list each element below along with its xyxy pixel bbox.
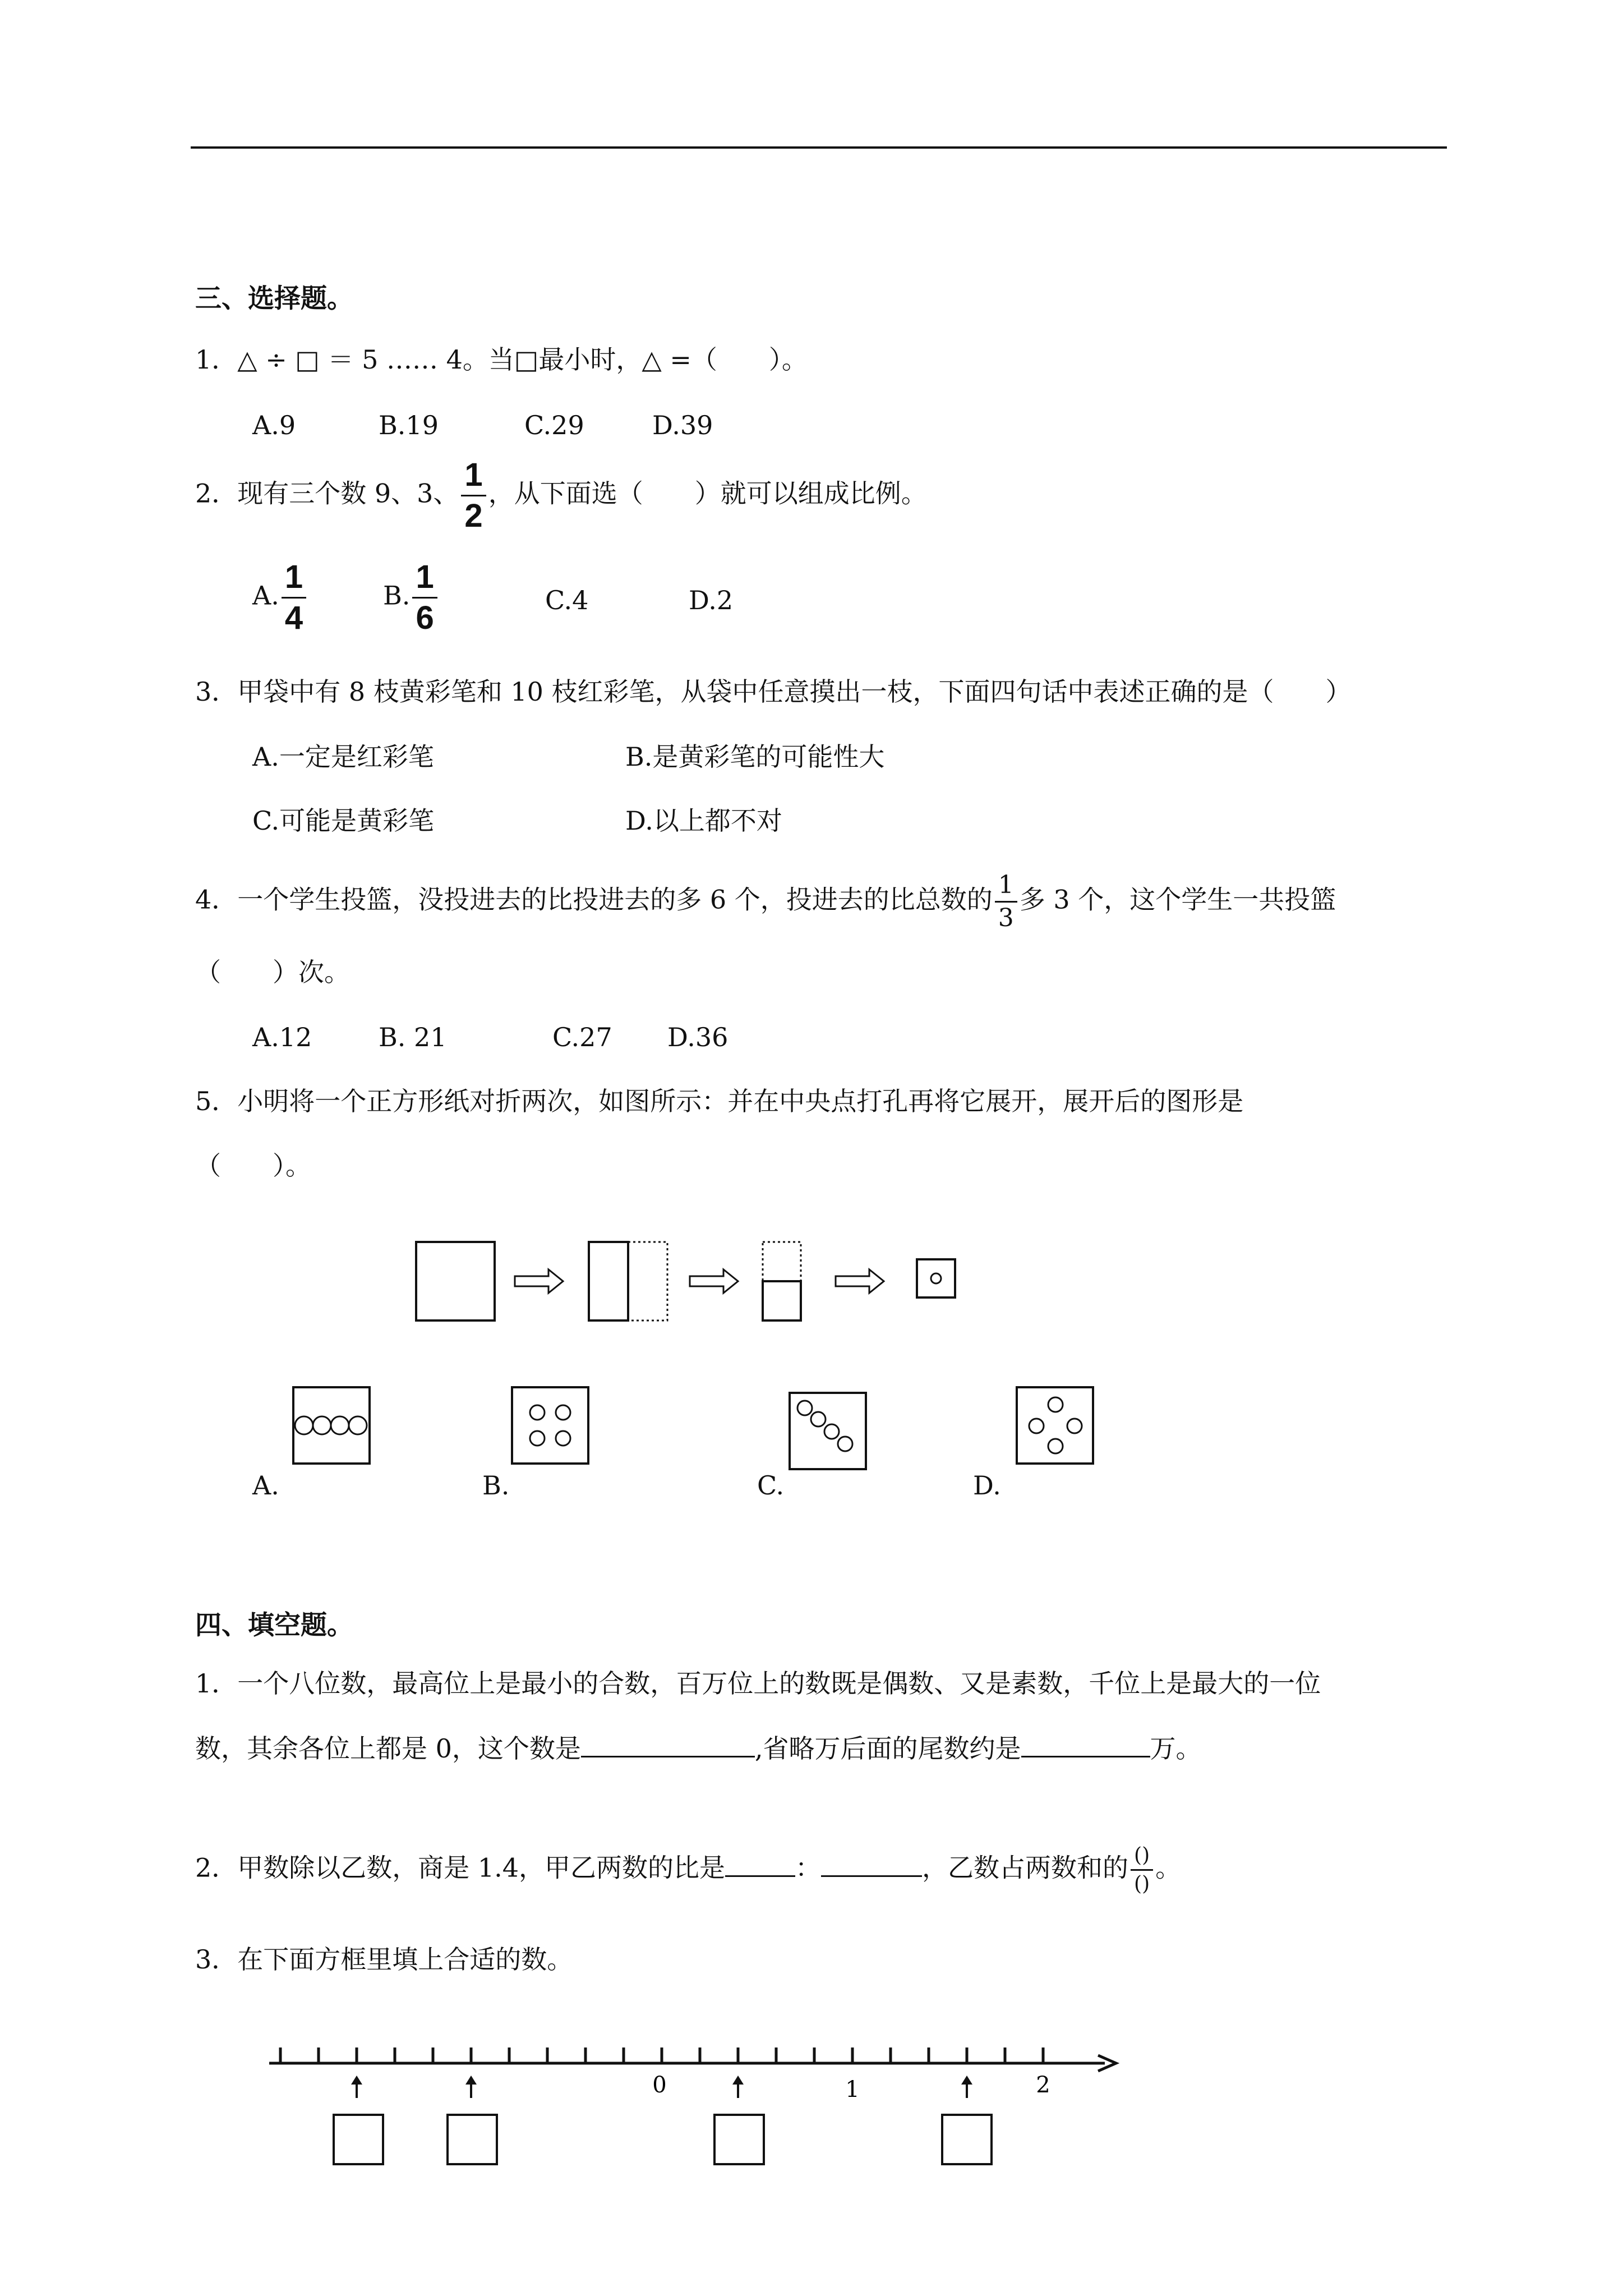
q2-option-b-fraction (412, 561, 437, 634)
q2-frac-den: 2 (461, 495, 486, 532)
s4-q1-line1: 1．一个八位数，最高位上是最小的合数，百万位上的数既是偶数、又是素数，千位上是最大的一位 (195, 1668, 1321, 1699)
q5-option-b-label: B. (482, 1470, 510, 1501)
q5-option-a-label: A. (252, 1470, 279, 1501)
q5-option-d-label: D. (973, 1470, 1001, 1501)
q1-option-b: B.19 (379, 410, 439, 440)
answer-box-1[interactable] (334, 2115, 383, 2164)
s4-q1-part-b: ,省略万后面的尾数约是 (754, 1733, 1021, 1764)
section4-title: 四、填空题。 (195, 1610, 353, 1641)
s4-q2-blank-right[interactable] (821, 1853, 922, 1877)
tick-label-2: 2 (1036, 2072, 1050, 2098)
s4-q3-text: 3．在下面方框里填上合适的数。 (195, 1944, 573, 1975)
s4-q1-blank-number[interactable] (581, 1733, 755, 1757)
square-paper-shape (416, 1242, 495, 1320)
q4-line2: （ ）次。 (195, 957, 350, 987)
q4-option-b: B. 21 (379, 1022, 447, 1052)
arrow-right-icon (836, 1269, 884, 1293)
number-line-figure (264, 2019, 1127, 2182)
s4-q2-prefix: 2．甲数除以乙数，商是 1.4，甲乙两数的比是 (195, 1852, 726, 1883)
s4-q2-suffix: 。 (1155, 1852, 1182, 1883)
q2-option-a-num: 1 (284, 559, 303, 595)
q4-suffix: 多 3 个，这个学生一共投篮 (1019, 884, 1336, 915)
option-b-figure (510, 1386, 592, 1467)
folding-diagram (409, 1228, 965, 1329)
q2-option-a-label: A. (252, 580, 279, 611)
s4-q2-frac-num[interactable]: () (1134, 1844, 1150, 1867)
q4-prefix: 4．一个学生投篮，没投进去的比投进去的多 6 个，投进去的比总数的 (195, 884, 993, 915)
q3-text: 3．甲袋中有 8 枝黄彩笔和 10 枝红彩笔，从袋中任意摸出一枝，下面四句话中表述正确的是（ ） (195, 677, 1352, 707)
q2-fraction (461, 459, 486, 532)
section3-title: 三、选择题。 (195, 283, 353, 314)
q2-option-b-label: B. (383, 580, 411, 611)
option-c-figure (788, 1391, 869, 1473)
arrow-right-icon (515, 1269, 563, 1293)
arrow-right-icon (690, 1269, 738, 1293)
header-rule (191, 146, 1447, 149)
q2-option-b (383, 561, 440, 634)
q5-line1: 5．小明将一个正方形纸对折两次，如图所示：并在中央点打孔再将它展开，展开后的图形是 (195, 1086, 1244, 1116)
q1-option-d: D.39 (652, 410, 713, 440)
tick-label-0: 0 (652, 2072, 667, 2098)
q5-line2: （ ）。 (195, 1151, 311, 1181)
s4-q2-frac-den[interactable]: () (1131, 1869, 1153, 1894)
q2-option-a (252, 561, 308, 634)
q1-option-c: C.29 (524, 410, 584, 440)
option-d-figure (1015, 1386, 1096, 1467)
q2-option-c: C.4 (545, 585, 589, 615)
q3-option-a: A.一定是红彩笔 (252, 742, 434, 772)
punch-hole (931, 1273, 941, 1283)
q2-option-b-num: 1 (416, 559, 434, 595)
q4-option-a: A.12 (252, 1022, 312, 1052)
q4-frac-num: 1 (998, 871, 1014, 899)
q2-prefix: 2．现有三个数 9、3、 (195, 478, 459, 509)
answer-box-4[interactable] (942, 2115, 992, 2164)
q2-option-a-fraction (282, 561, 306, 634)
axis-ticks (280, 2047, 1043, 2063)
arrow-up-icon (465, 2076, 477, 2098)
punched-square (917, 1259, 955, 1297)
s4-q2-fraction (1131, 1846, 1153, 1894)
q1-option-a: A.9 (252, 410, 296, 440)
s4-q1-part-a: 数，其余各位上都是 0，这个数是 (195, 1733, 581, 1764)
q2-suffix: ，从下面选（ ）就可以组成比例。 (488, 478, 927, 509)
tick-label-1: 1 (845, 2077, 860, 2102)
s4-q2-middle: ，乙数占两数和的 (922, 1852, 1129, 1883)
quarter-fold-dotted (763, 1242, 801, 1281)
q4-line1 (195, 873, 1336, 931)
q1-text: 1．△ ÷ □ ＝ 5 …… 4。当□最小时，△ =（ ）。 (195, 344, 808, 375)
q4-option-c: C.27 (552, 1022, 612, 1052)
s4-q1-blank-approx[interactable] (1021, 1733, 1150, 1757)
q4-frac-den: 3 (995, 901, 1017, 931)
half-fold-solid (589, 1242, 628, 1320)
q2-option-b-den: 6 (412, 597, 437, 634)
half-fold-dotted (628, 1242, 667, 1320)
q3-option-b: B.是黄彩笔的可能性大 (625, 742, 885, 772)
q2-option-a-den: 4 (282, 597, 306, 634)
option-a-figure (292, 1386, 373, 1467)
quarter-fold-solid (763, 1281, 801, 1320)
q4-fraction (995, 873, 1017, 931)
q3-option-c: C.可能是黄彩笔 (252, 806, 435, 836)
q2-option-d: D.2 (689, 585, 734, 615)
s4-q2-colon: ： (795, 1852, 822, 1883)
s4-q2-blank-left[interactable] (725, 1853, 795, 1877)
s4-q1-line2 (195, 1733, 1202, 1764)
q4-option-d: D.36 (667, 1022, 728, 1052)
s4-q1-part-c: 万。 (1150, 1733, 1202, 1764)
arrow-up-icon (732, 2076, 744, 2098)
arrow-up-icon (351, 2076, 362, 2098)
answer-box-2[interactable] (448, 2115, 497, 2164)
q2-line (195, 459, 927, 532)
answer-box-3[interactable] (714, 2115, 764, 2164)
q2-frac-num: 1 (464, 457, 483, 493)
arrow-up-icon (961, 2076, 972, 2098)
q5-option-c-label: C. (757, 1470, 785, 1501)
q3-option-d: D.以上都不对 (625, 806, 782, 836)
s4-q2-line (195, 1846, 1181, 1894)
